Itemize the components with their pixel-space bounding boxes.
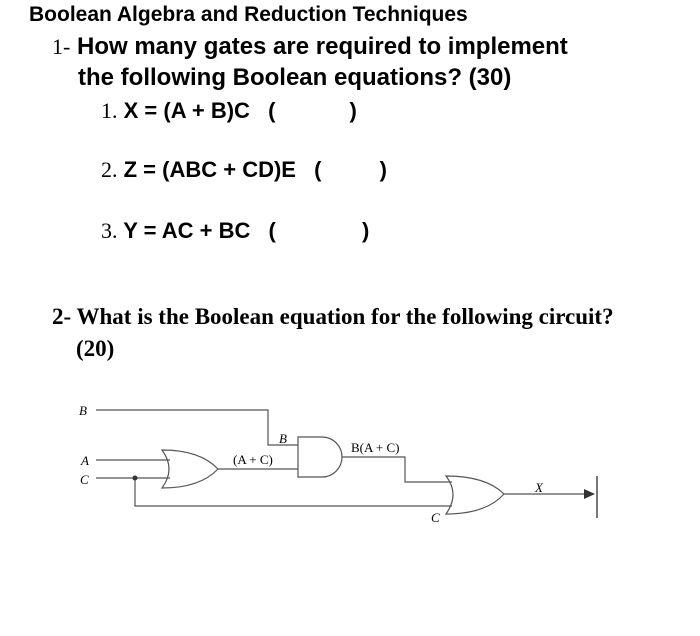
- equation-item-1: [101, 98, 357, 124]
- or-gate-2: [446, 476, 504, 514]
- label-input-a: A: [81, 453, 89, 468]
- logic-circuit-diagram: [0, 380, 700, 540]
- label-b-a-plus-c: B(A + C): [351, 440, 400, 455]
- question-2-line-2: (20): [76, 336, 115, 361]
- label-input-b: B: [79, 403, 87, 418]
- answer-open-paren: (: [314, 157, 322, 182]
- or-gate-1: [162, 450, 218, 488]
- wire-b-a-plus-c: [342, 457, 452, 482]
- question-1-text-1: How many gates are required to implement: [77, 33, 568, 60]
- answer-close-paren: ): [379, 157, 387, 182]
- label-and-input-b: B: [279, 431, 287, 446]
- and-gate: [298, 437, 342, 477]
- answer-open-paren: (: [268, 98, 276, 123]
- answer-close-paren: ): [361, 218, 370, 243]
- question-1-number: 1-: [52, 34, 71, 59]
- equation-item-2: [101, 157, 387, 183]
- answer-close-paren: ): [349, 98, 357, 123]
- label-a-plus-c: (A + C): [233, 452, 273, 467]
- junction-dot: [133, 476, 138, 481]
- question-1-line-2: the following Boolean equations? (30): [78, 64, 512, 91]
- equation-text: Z = (ABC + CD)E: [123, 157, 296, 182]
- wire-b: [96, 410, 298, 445]
- equation-text: Y = AC + BC: [123, 218, 251, 243]
- equation-text: X = (A + B)C: [123, 98, 250, 123]
- question-1-line-1: [52, 33, 568, 61]
- label-c-to-or: C: [431, 510, 440, 525]
- label-input-c: C: [80, 472, 89, 487]
- answer-open-paren: (: [268, 218, 276, 243]
- item-number: 3.: [101, 218, 118, 243]
- item-number: 2.: [101, 157, 118, 182]
- item-number: 1.: [101, 98, 118, 123]
- output-arrow: [584, 489, 595, 499]
- page-title: Boolean Algebra and Reduction Techniques: [29, 3, 468, 26]
- label-output-x: X: [535, 480, 543, 495]
- equation-item-3: [101, 218, 369, 244]
- question-2-line-1: 2- What is the Boolean equation for the following circuit?: [52, 304, 614, 329]
